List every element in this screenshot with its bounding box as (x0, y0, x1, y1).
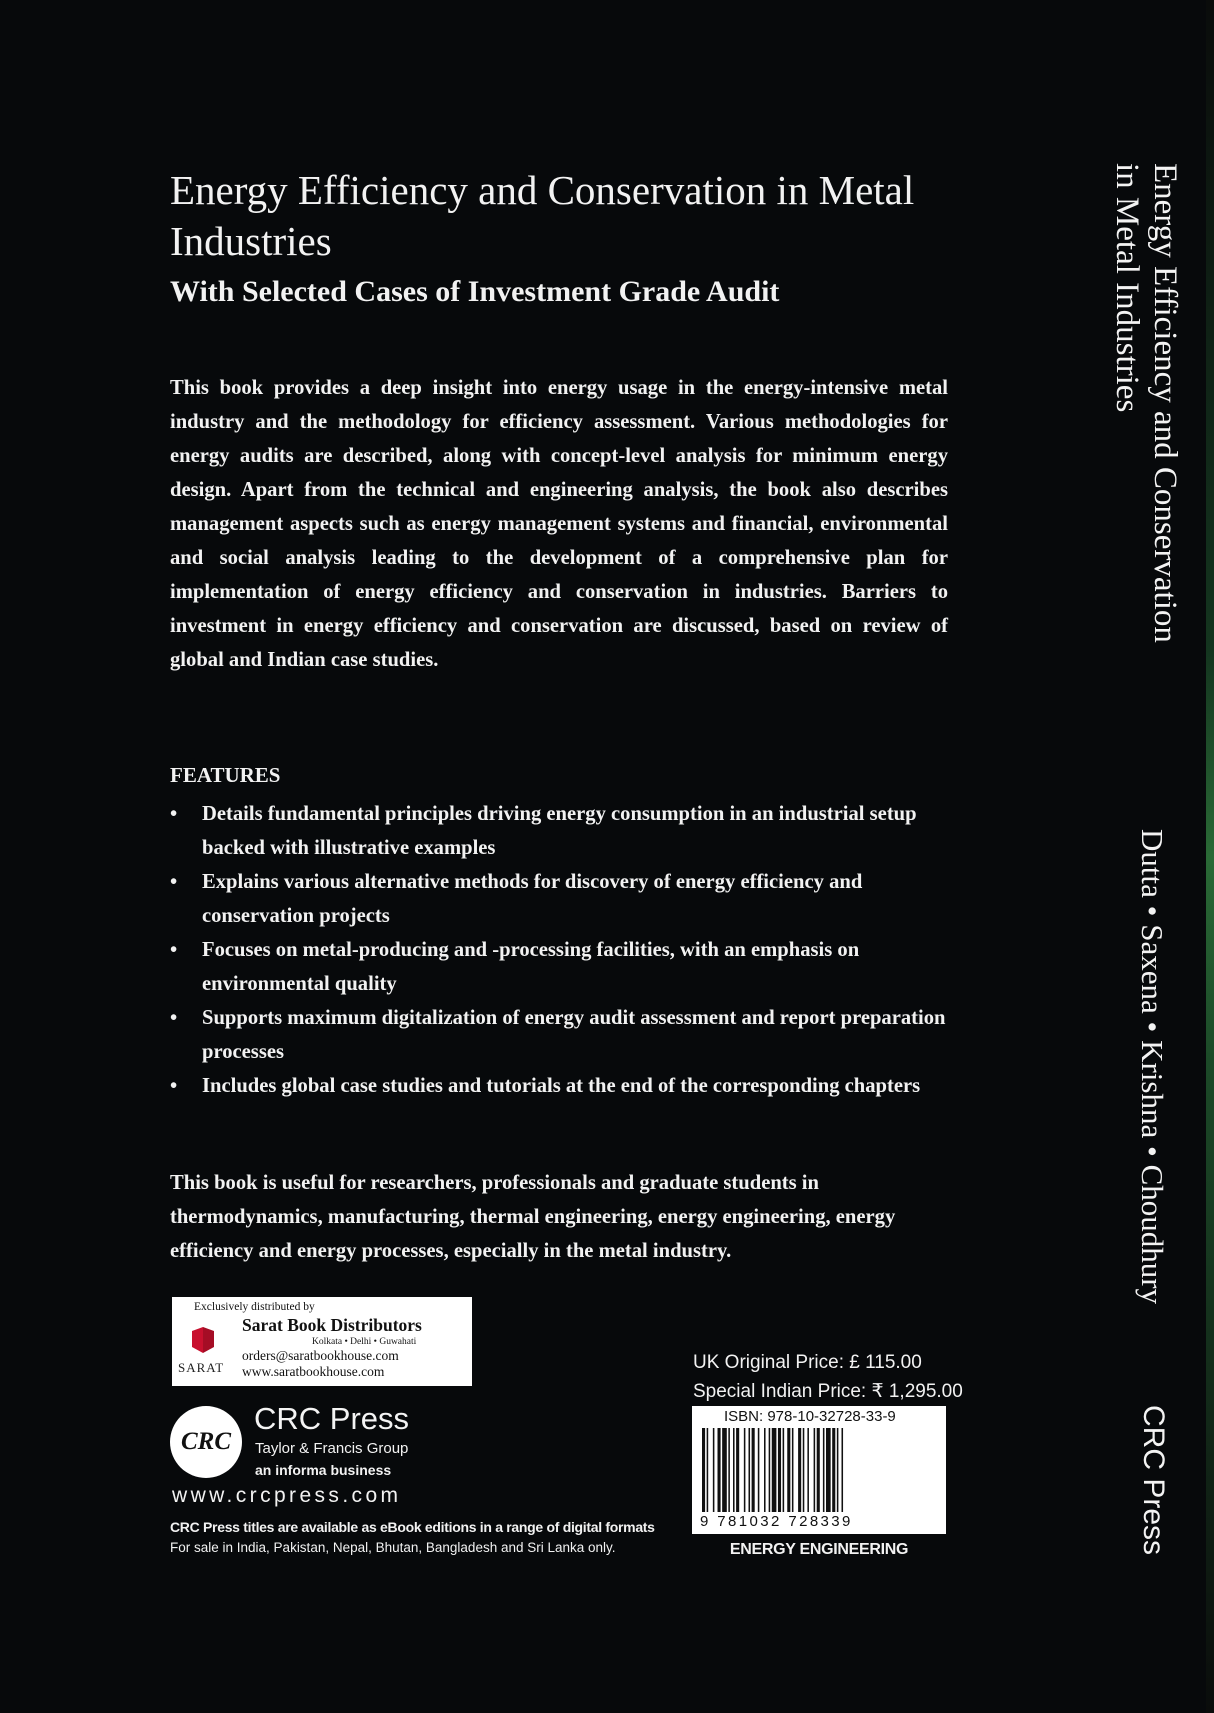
feature-item (170, 1069, 948, 1103)
bullet-icon: • (170, 1007, 178, 1029)
isbn-barcode-box (692, 1406, 946, 1534)
book-subtitle: With Selected Cases of Investment Grade Audit (170, 275, 780, 308)
distributor-website[interactable]: www.saratbookhouse.com (242, 1364, 385, 1379)
spine-publisher: CRC Press (1137, 1405, 1170, 1556)
indian-price: Special Indian Price: ₹ 1,295.00 (693, 1381, 963, 1402)
crc-logo (170, 1406, 242, 1478)
bullet-icon: • (170, 803, 178, 825)
spine-title-line2: in Metal Industries (1109, 163, 1145, 413)
bullet-icon: • (170, 871, 178, 893)
distributor-name: Sarat Book Distributors (242, 1315, 422, 1335)
feature-text: Supports maximum digitalization of energy audit assessment and report preparation processes (202, 1007, 946, 1063)
book-title: Energy Efficiency and Conservation in Metal Industries (170, 167, 915, 264)
publisher-name: CRC Press (254, 1401, 410, 1436)
distributor-email[interactable]: orders@saratbookhouse.com (242, 1348, 399, 1363)
distributor-box (172, 1297, 472, 1386)
sarat-book-icon (190, 1325, 216, 1355)
audience-statement: This book is useful for researchers, professionals and graduate students in thermodynamics, manufacturing, thermal engineering, energy engineering, energy efficiency and energy processes, especially in the metal industry. (170, 1172, 896, 1262)
feature-text: Details fundamental principles driving energy consumption in an industrial setup backed with illustrative examples (202, 803, 917, 859)
feature-item (170, 933, 948, 1001)
subject-category: ENERGY ENGINEERING (729, 1541, 909, 1558)
barcode-digits: 9 781032 728339 (700, 1513, 853, 1530)
feature-item (170, 797, 948, 865)
features-list (170, 797, 948, 1103)
book-description: This book provides a deep insight into energy usage in the energy-intensive metal industry and the methodology for efficiency assessment. Various methodologies for energy audits are described, along with concept-level analysis for minimum energy design. Apart from the technical and engineering analysis, the book also describes management aspects such as energy management systems and financial, environmental and social analysis leading to the development of a comprehensive plan for implementation of energy efficiency and conservation in industries. Barriers to investment in energy efficiency and conservation are discussed, based on review of global and Indian case studies. (170, 377, 948, 671)
distributor-label: Exclusively distributed by (194, 1301, 315, 1313)
uk-price: UK Original Price: £ 115.00 (693, 1352, 922, 1373)
sale-restriction-note: For sale in India, Pakistan, Nepal, Bhutan, Bangladesh and Sri Lanka only. (170, 1540, 616, 1555)
distributor-cities: Kolkata • Delhi • Guwahati (312, 1337, 417, 1347)
barcode-icon (700, 1428, 938, 1512)
spine-title-line1: Energy Efficiency and Conservation (1147, 163, 1183, 643)
book-spine (1104, 163, 1184, 1663)
publisher-website[interactable]: www.crcpress.com (172, 1484, 402, 1507)
feature-text: Explains various alternative methods for discovery of energy efficiency and conservation projects (202, 871, 863, 927)
ebook-note: CRC Press titles are available as eBook editions in a range of digital formats (170, 1519, 655, 1535)
feature-text: Focuses on metal-producing and -processing facilities, with an emphasis on environmental quality (202, 939, 860, 995)
spine-edge-strip (1206, 0, 1214, 1713)
bullet-icon: • (170, 1075, 178, 1097)
isbn-number: ISBN: 978-10-32728-33-9 (724, 1408, 896, 1425)
features-heading: FEATURES (170, 763, 281, 787)
feature-item (170, 1001, 948, 1069)
feature-item (170, 865, 948, 933)
sarat-logo-text: SARAT (178, 1360, 225, 1375)
publisher-group: Taylor & Francis Group (255, 1440, 409, 1457)
feature-text: Includes global case studies and tutorials at the end of the corresponding chapters (202, 1075, 921, 1097)
crc-logo-text: CRC (180, 1428, 232, 1455)
bullet-icon: • (170, 939, 178, 961)
spine-authors: Dutta • Saxena • Krishna • Choudhury (1135, 829, 1170, 1305)
publisher-business: an informa business (255, 1462, 392, 1478)
